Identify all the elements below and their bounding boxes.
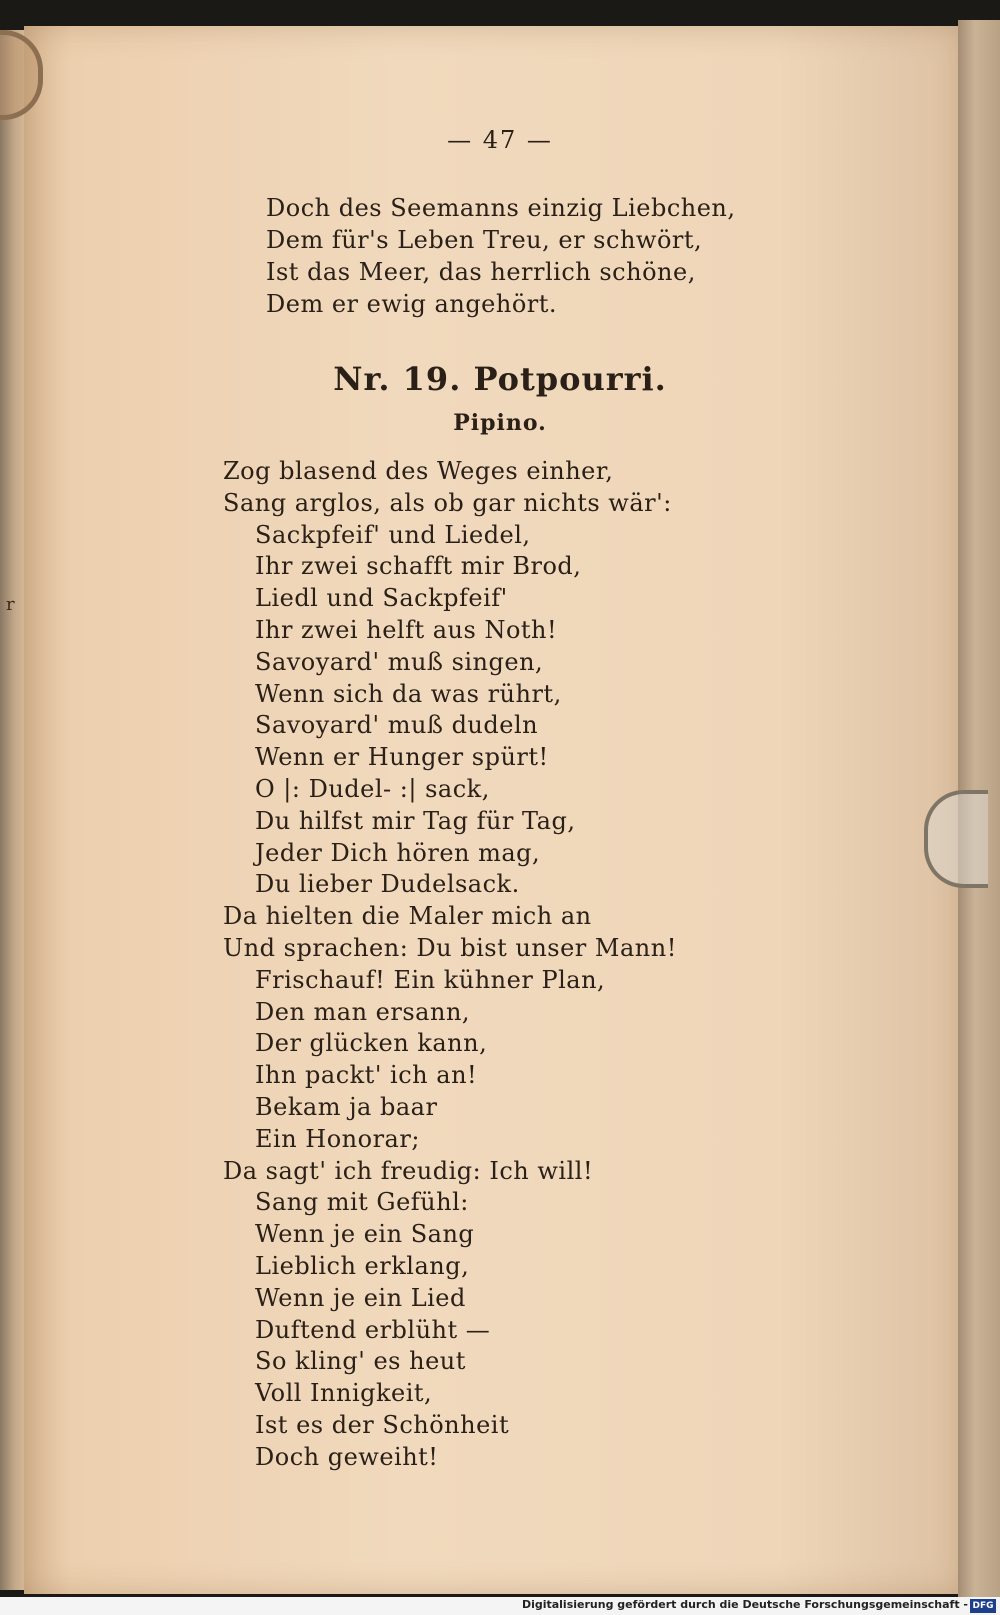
poem-line: O |: Dudel- :| sack, <box>255 774 490 803</box>
stanza-line: Dem für's Leben Treu, er schwört, <box>266 226 703 254</box>
section-subtitle: Pipino. <box>453 410 547 436</box>
poem-line: Frischauf! Ein kühner Plan, <box>255 965 606 994</box>
poem-line: Sang arglos, als ob gar nichts wär': <box>223 488 672 517</box>
poem-line: Liedl und Sackpfeif' <box>255 584 508 613</box>
poem-line: Savoyard' muß dudeln <box>255 711 539 740</box>
stanza-line: Doch des Seemanns einzig Liebchen, <box>266 194 736 222</box>
poem-line: Ist es der Schönheit <box>255 1410 510 1439</box>
poem-line: Duftend erblüht — <box>255 1315 491 1344</box>
poem-line: Da sagt' ich freudig: Ich will! <box>223 1156 594 1185</box>
poem-line: Ihr zwei helft aus Noth! <box>255 615 558 644</box>
poem-line: Lieblich erklang, <box>255 1251 470 1280</box>
poem-line: Sackpfeif' und Liedel, <box>255 520 531 549</box>
poem-line: Der glücken kann, <box>255 1029 488 1058</box>
poem-line: Doch geweiht! <box>255 1442 439 1471</box>
poem-line: Savoyard' muß singen, <box>255 647 544 676</box>
poem-line: Ein Honorar; <box>255 1124 420 1153</box>
section-title: Nr. 19. Potpourri. <box>333 360 667 398</box>
poem-line: Ihr zwei schafft mir Brod, <box>255 552 582 581</box>
footer-credit: Digitalisierung gefördert durch die Deutsche Forschungsgemeinschaft - <box>521 1598 968 1611</box>
poem-line: Und sprachen: Du bist unser Mann! <box>223 933 677 962</box>
stanza-line: Dem er ewig angehört. <box>266 290 558 318</box>
poem-line: Zog blasend des Weges einher, <box>223 457 614 485</box>
poem-line: Sang mit Gefühl: <box>255 1188 469 1217</box>
poem-line: Wenn sich da was rührt, <box>255 679 562 708</box>
stanza-line: Ist das Meer, das herrlich schöne, <box>266 258 696 286</box>
dfg-logo: DFG <box>970 1599 996 1613</box>
poem-line: Wenn je ein Sang <box>255 1220 475 1249</box>
stray-mark: r <box>6 594 15 615</box>
poem <box>223 456 677 1474</box>
stanza-top <box>266 192 736 320</box>
page-tab <box>924 790 988 888</box>
book-left-edge <box>0 30 24 1590</box>
poem-line: Du lieber Dudelsack. <box>255 870 520 899</box>
poem-line: Wenn er Hunger spürt! <box>255 743 549 772</box>
poem-line: Ihn packt' ich an! <box>255 1061 478 1090</box>
poem-line: Voll Innigkeit, <box>255 1379 433 1408</box>
poem-line: Wenn je ein Lied <box>255 1283 466 1312</box>
page-number: — 47 — <box>447 126 553 154</box>
poem-line: Da hielten die Maler mich an <box>223 902 592 931</box>
poem-line: Du hilfst mir Tag für Tag, <box>255 806 576 835</box>
poem-line: Jeder Dich hören mag, <box>255 838 541 867</box>
poem-line: Bekam ja baar <box>255 1092 438 1121</box>
poem-line: Den man ersann, <box>255 997 471 1026</box>
poem-line: So kling' es heut <box>255 1347 466 1376</box>
